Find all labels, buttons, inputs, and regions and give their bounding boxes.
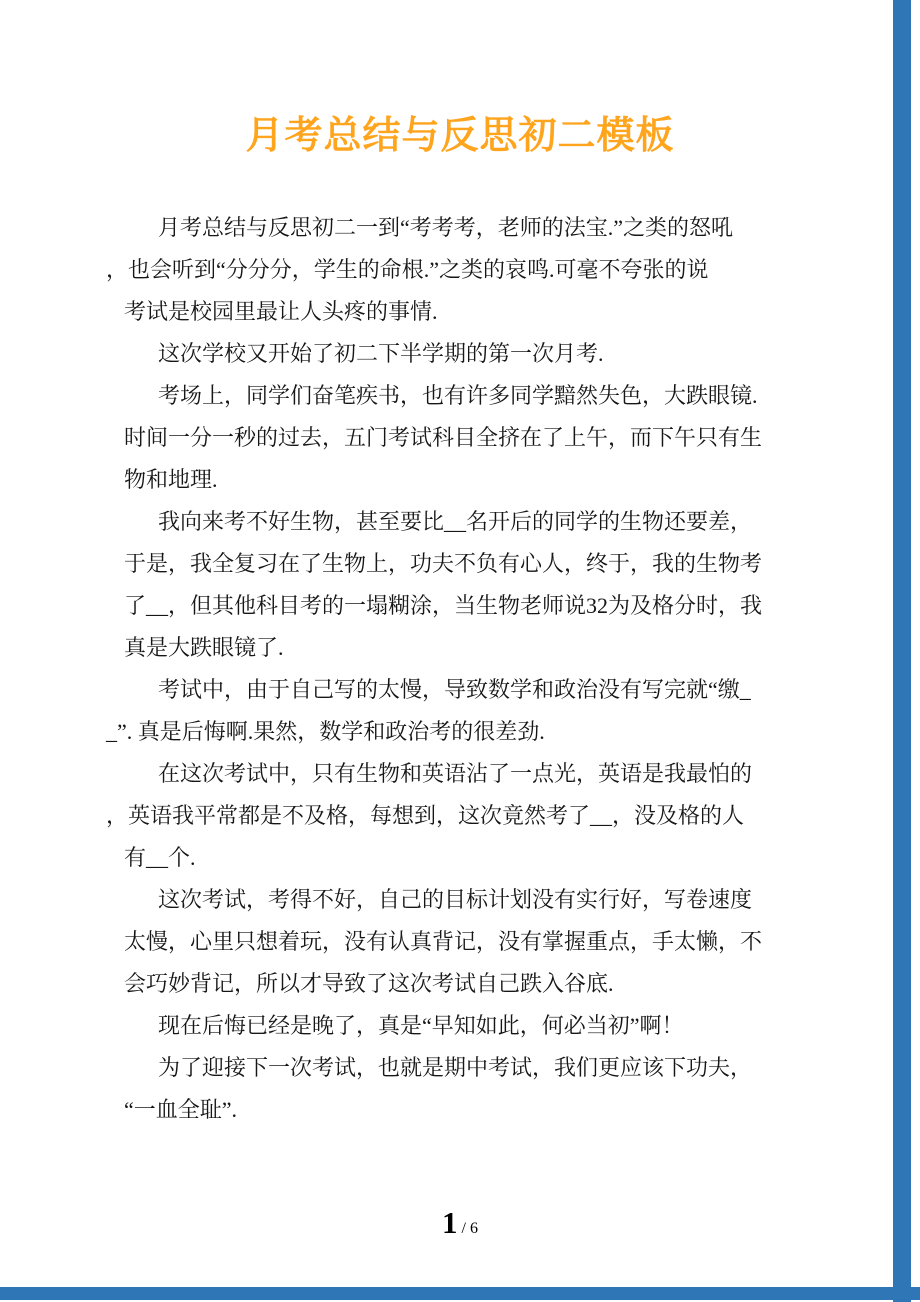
viewer-background-edge-bottom (0, 1287, 920, 1300)
text-line: 太慢，心里只想着玩，没有认真背记，没有掌握重点，手太懒，不 (124, 929, 763, 954)
text-line: 于是，我全复习在了生物上，功夫不负有心人，终于，我的生物考 (124, 551, 763, 576)
paragraph (124, 1005, 848, 1047)
text-line: 了__，但其他科目考的一塌糊涂，当生物老师说32为及格分时，我 (124, 593, 763, 618)
paragraph (124, 375, 848, 501)
text-line: 我向来考不好生物，甚至要比__名开后的同学的生物还要差， (158, 509, 753, 534)
text-line: “一血全耻”. (124, 1097, 238, 1122)
paragraph (124, 501, 848, 669)
text-line: 时间一分一秒的过去，五门考试科目全挤在了上午，而下午只有生 (124, 425, 763, 450)
paragraph (106, 207, 848, 333)
text-line: _”. 真是后悔啊.果然，数学和政治考的很差劲. (106, 719, 545, 744)
text-line: 考试是校园里最让人头疼的事情. (124, 299, 438, 324)
text-line: 考场上，同学们奋笔疾书，也有许多同学黯然失色，大跌眼镜. (158, 383, 758, 408)
viewer-background-edge-right (893, 0, 911, 1302)
document-body (106, 207, 848, 1131)
text-line: 为了迎接下一次考试，也就是期中考试，我们更应该下功夫， (158, 1055, 753, 1080)
paragraph (106, 669, 848, 753)
text-line: 考试中，由于自己写的太慢，导致数学和政治没有写完就“缴_ (158, 677, 751, 702)
text-line: 在这次考试中，只有生物和英语沾了一点光，英语是我最怕的 (158, 761, 753, 786)
paragraph (124, 1047, 848, 1131)
text-line: 现在后悔已经是晚了，真是“早知如此，何必当初”啊！ (158, 1013, 684, 1038)
text-line: 这次学校又开始了初二下半学期的第一次月考. (158, 341, 604, 366)
page-separator: / (461, 1220, 466, 1237)
text-line: ，英语我平常都是不及格，每想到，这次竟然考了__，没及格的人 (106, 803, 745, 828)
paragraph (106, 753, 848, 879)
text-line: 物和地理. (124, 467, 218, 492)
page-title: 月考总结与反思初二模板 (245, 115, 675, 157)
text-line: 真是大跌眼镜了. (124, 635, 284, 660)
text-line: 月考总结与反思初二一到“考考考，老师的法宝.”之类的怒吼 (158, 215, 734, 240)
text-line: ，也会听到“分分分，学生的命根.”之类的哀鸣.可毫不夸张的说 (106, 257, 709, 282)
current-page-number: 1 (442, 1205, 458, 1240)
text-line: 这次考试，考得不好，自己的目标计划没有实行好，写卷速度 (158, 887, 753, 912)
text-line: 会巧妙背记，所以才导致了这次考试自己跌入谷底. (124, 971, 614, 996)
paragraph (124, 879, 848, 1005)
paragraph (124, 333, 848, 375)
page-count (458, 1220, 478, 1237)
total-pages: 6 (469, 1220, 478, 1237)
page-footer (0, 1204, 920, 1248)
text-line: 有__个. (124, 845, 196, 870)
